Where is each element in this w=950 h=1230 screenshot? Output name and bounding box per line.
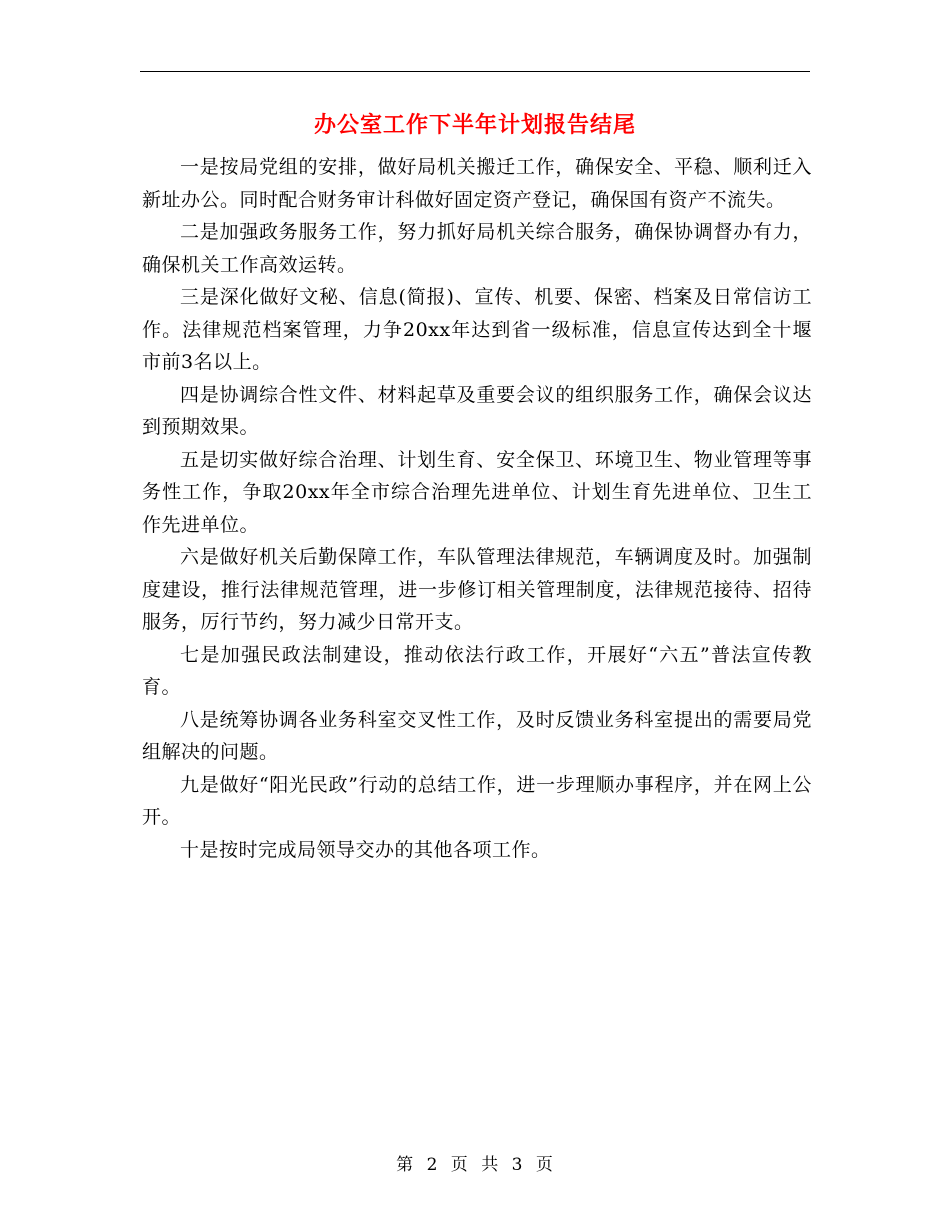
paragraph-7: 七是加强民政法制建设，推动依法行政工作，开展好“六五”普法宣传教育。 [142,643,812,698]
page-number-footer: 第 2 页 共 3 页 [396,1155,554,1175]
paragraph-3: 三是深化做好文秘、信息(简报)、宣传、机要、保密、档案及日常信访工作。法律规范档案管理，力争20xx年达到省一级标准，信息宣传达到全十堰市前3名以上。 [142,286,812,373]
paragraph-8: 八是统筹协调各业务科室交叉性工作，及时反馈业务科室提出的需要局党组解决的问题。 [142,708,812,763]
paragraph-2: 二是加强政务服务工作，努力抓好局机关综合服务，确保协调督办有力，确保机关工作高效运转。 [142,221,812,276]
header-rule [140,71,810,72]
paragraph-1: 一是按局党组的安排，做好局机关搬迁工作，确保安全、平稳、顺利迁入新址办公。同时配合财务审计科做好固定资产登记，确保国有资产不流失。 [142,156,812,211]
document-body [142,151,812,866]
paragraph-6: 六是做好机关后勤保障工作，车队管理法律规范，车辆调度及时。加强制度建设，推行法律规范管理，进一步修订相关管理制度，法律规范接待、招待服务，厉行节约，努力减少日常开支。 [142,546,812,633]
paragraph-4: 四是协调综合性文件、材料起草及重要会议的组织服务工作，确保会议达到预期效果。 [142,383,812,438]
document-title: 办公室工作下半年计划报告结尾 [313,113,636,138]
paragraph-5: 五是切实做好综合治理、计划生育、安全保卫、环境卫生、物业管理等事务性工作，争取20xx年全市综合治理先进单位、计划生育先进单位、卫生工作先进单位。 [142,448,812,536]
paragraph-9: 九是做好“阳光民政”行动的总结工作，进一步理顺办事程序，并在网上公开。 [142,773,812,828]
paragraph-10: 十是按时完成局领导交办的其他各项工作。 [180,838,551,861]
